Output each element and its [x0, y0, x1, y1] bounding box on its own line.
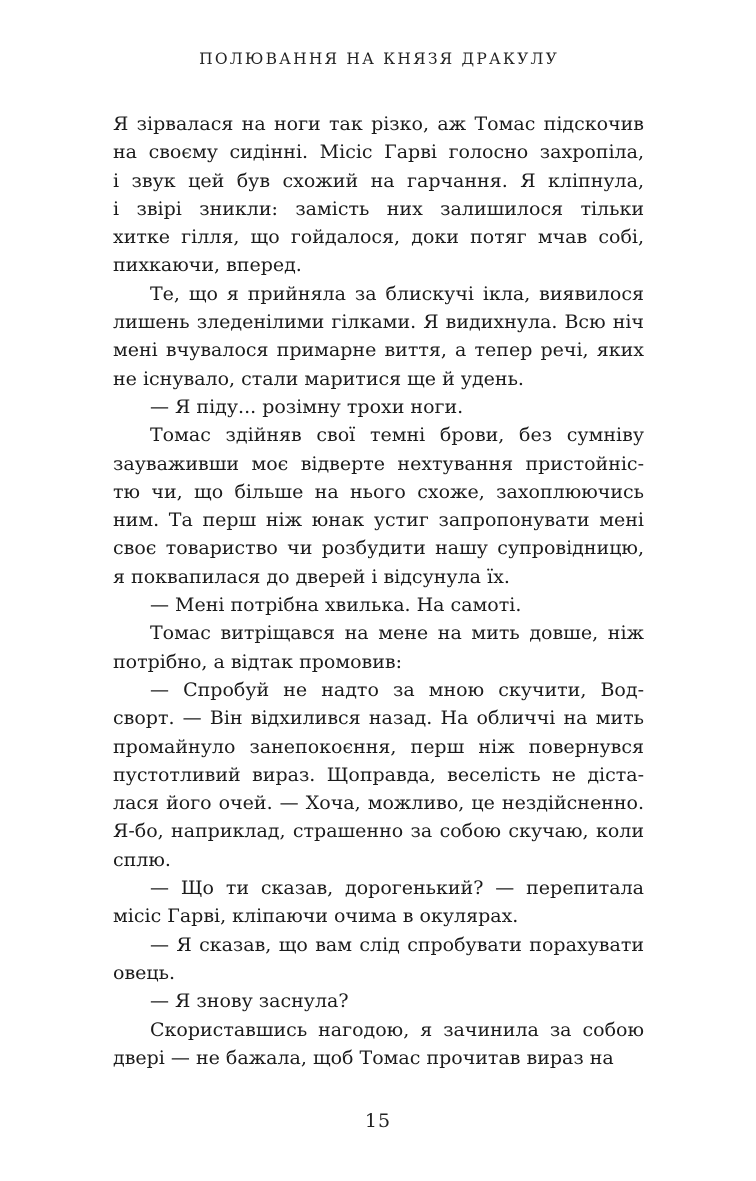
paragraph — [113, 1016, 644, 1073]
text-line: — Я знову заснула? — [150, 990, 349, 1013]
text-line: Томас здійняв свої темні брови, без сумніву — [150, 424, 644, 447]
text-line: місіс Гарві, кліпаючи очима в окулярах. — [113, 905, 519, 928]
paragraph — [113, 676, 644, 874]
text-line: на своєму сидінні. Місіс Гарві голосно захропіла, — [113, 141, 644, 164]
text-line: — Я сказав, що вам слід спробувати порахувати — [150, 933, 644, 956]
paragraph — [113, 110, 644, 280]
text-line: я поквапилася до дверей і відсунула їх. — [113, 565, 510, 588]
text-line: двері — не бажала, щоб Томас прочитав вираз на — [113, 1046, 614, 1069]
paragraph — [113, 931, 644, 988]
text-line: Я-бо, наприклад, страшенно за собою скучаю, коли — [113, 820, 644, 843]
paragraph — [113, 393, 644, 421]
paragraph — [113, 987, 644, 1015]
running-header: ПОЛЮВАННЯ НА КНЯЗЯ ДРАКУЛУ — [199, 50, 560, 68]
text-line: своє товариство чи розбудити нашу супровідницю, — [113, 537, 644, 560]
paragraph — [113, 280, 644, 393]
text-line: Те, що я прийняла за блискучі ікла, виявилося — [150, 282, 644, 305]
text-line: — Спробуй не надто за мною скучити, Вод- — [150, 678, 644, 701]
text-line: хитке гілля, що гойдалося, доки потяг мчав собі, — [113, 226, 644, 249]
text-line: мені вчувалося примарне виття, а тепер речі, яких — [113, 339, 644, 362]
text-line: потрібно, а відтак промовив: — [113, 650, 403, 673]
paragraph — [113, 591, 644, 619]
paragraph — [113, 874, 644, 931]
text-line: овець. — [113, 961, 175, 984]
text-line: — Я піду... розімну трохи ноги. — [150, 395, 464, 418]
text-line: — Мені потрібна хвилька. На самоті. — [150, 594, 522, 617]
text-line: пихкаючи, вперед. — [113, 254, 302, 277]
text-column — [113, 110, 644, 1072]
text-line: не існувало, стали маритися ще й удень. — [113, 367, 524, 390]
text-line: промайнуло занепокоєння, перш ніж повернувся — [113, 735, 644, 758]
text-line: — Що ти сказав, дорогенький? — перепитала — [150, 877, 644, 900]
text-line: зауваживши моє відверте нехтування пристойніс- — [113, 452, 644, 475]
text-line: сворт. — Він відхилився назад. На обличчі на мить — [113, 707, 644, 730]
text-line: і звук цей був схожий на гарчання. Я кліпнула, — [113, 169, 644, 192]
text-line: Скориставшись нагодою, я зачинила за собою — [150, 1018, 644, 1041]
text-line: і звірі зникли: замість них залишилося тільки — [113, 197, 644, 220]
text-line: сплю. — [113, 848, 171, 871]
paragraph — [113, 421, 644, 591]
text-line: Томас витріщався на мене на мить довше, ніж — [150, 622, 644, 645]
text-line: Я зірвалася на ноги так різко, аж Томас підскочив — [113, 113, 644, 135]
text-line: пустотливий вираз. Щоправда, веселість не діста- — [113, 763, 644, 786]
text-line: тю чи, що більше на нього схоже, захоплюючись — [113, 480, 644, 503]
text-line: лася його очей. — Хоча, можливо, це нездійсненно. — [113, 792, 644, 815]
page-number: 15 — [364, 1110, 392, 1132]
text-line: ним. Та перш ніж юнак устиг запропонувати мені — [113, 509, 644, 532]
paragraph — [113, 619, 644, 676]
text-line: лишень зледенілими гілками. Я видихнула. Всю ніч — [113, 311, 644, 334]
